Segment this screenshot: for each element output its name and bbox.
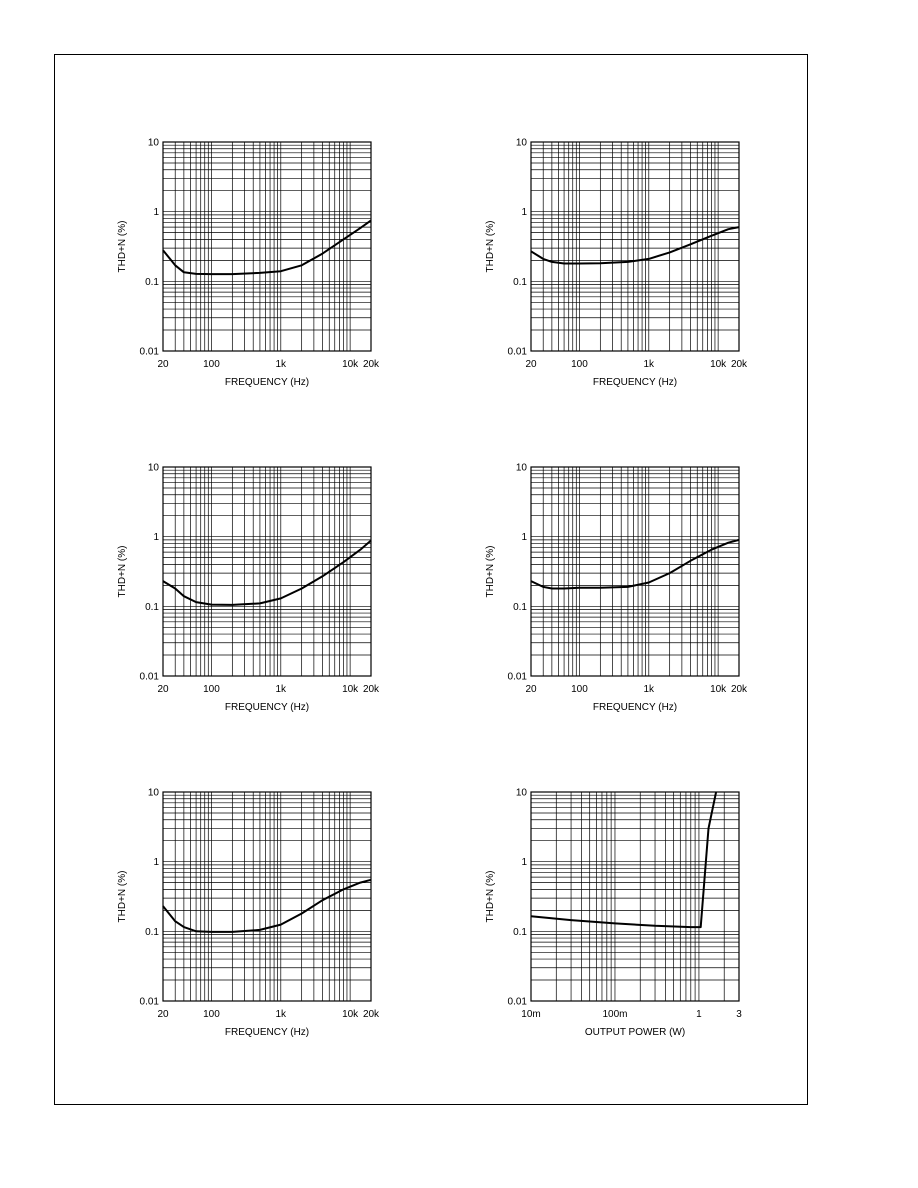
x-tick-label: 1k — [643, 684, 655, 695]
series-line — [163, 220, 371, 274]
x-tick-label: 10k — [342, 359, 359, 370]
x-tick-label: 20 — [525, 359, 537, 370]
x-tick-label: 1k — [275, 1009, 287, 1020]
x-tick-label: 1 — [696, 1009, 702, 1020]
y-tick-label: 0.1 — [145, 601, 159, 613]
series-line — [531, 792, 716, 927]
x-tick-label: 100 — [571, 359, 588, 370]
y-tick-label: 10 — [147, 137, 159, 149]
y-tick-label: 0.1 — [145, 276, 159, 288]
y-tick-label: 0.1 — [145, 926, 159, 938]
x-tick-label: 1k — [643, 359, 655, 370]
series-line — [163, 880, 371, 932]
x-tick-label: 100 — [203, 684, 220, 695]
plot-border — [163, 467, 371, 676]
x-axis-label: FREQUENCY (Hz) — [224, 377, 310, 388]
y-tick-label: 10 — [515, 137, 527, 149]
y-axis-label: THD+N (%) — [485, 220, 496, 273]
x-tick-label: 10k — [342, 684, 359, 695]
x-axis-label: FREQUENCY (Hz) — [224, 1027, 310, 1038]
x-tick-label: 20 — [157, 684, 169, 695]
y-tick-label: 1 — [521, 857, 527, 869]
y-tick-label: 0.1 — [513, 926, 527, 938]
x-axis-label: FREQUENCY (Hz) — [592, 377, 678, 388]
x-tick-label: 100 — [571, 684, 588, 695]
x-tick-label: 10k — [710, 359, 727, 370]
y-tick-label: 0.1 — [513, 601, 527, 613]
y-tick-label: 0.01 — [507, 346, 527, 358]
x-axis-label: FREQUENCY (Hz) — [224, 702, 310, 713]
y-tick-label: 0.01 — [507, 996, 527, 1008]
y-tick-label: 0.01 — [139, 671, 159, 683]
x-axis-label: FREQUENCY (Hz) — [592, 702, 678, 713]
x-tick-label: 10k — [342, 1009, 359, 1020]
x-tick-label: 20 — [525, 684, 537, 695]
y-tick-label: 10 — [147, 462, 159, 474]
x-tick-label: 10k — [710, 684, 727, 695]
thd-vs-frequency-chart-1 — [90, 120, 390, 390]
y-tick-label: 10 — [515, 787, 527, 799]
x-tick-label: 100 — [203, 359, 220, 370]
y-tick-label: 1 — [153, 207, 159, 219]
x-tick-label: 20k — [362, 684, 380, 695]
y-axis-label: THD+N (%) — [485, 545, 496, 598]
x-tick-label: 20 — [157, 359, 169, 370]
y-tick-label: 10 — [147, 787, 159, 799]
x-tick-label: 20k — [730, 359, 748, 370]
x-tick-label: 1k — [275, 684, 287, 695]
y-tick-label: 1 — [153, 857, 159, 869]
y-tick-label: 1 — [521, 207, 527, 219]
x-tick-label: 100m — [602, 1009, 628, 1020]
thd-vs-output-power-chart — [458, 770, 758, 1040]
plot-border — [531, 467, 739, 676]
y-tick-label: 10 — [515, 462, 527, 474]
plot-border — [531, 792, 739, 1001]
x-axis-label: OUTPUT POWER (W) — [584, 1027, 686, 1038]
y-axis-label: THD+N (%) — [117, 220, 128, 273]
x-tick-label: 20k — [362, 359, 380, 370]
x-tick-label: 100 — [203, 1009, 220, 1020]
y-tick-label: 0.1 — [513, 276, 527, 288]
y-tick-label: 0.01 — [139, 346, 159, 358]
x-tick-label: 1k — [275, 359, 287, 370]
x-tick-label: 3 — [736, 1009, 742, 1020]
x-tick-label: 10m — [521, 1009, 541, 1020]
thd-vs-frequency-chart-4 — [458, 445, 758, 715]
x-tick-label: 20k — [362, 1009, 380, 1020]
thd-vs-frequency-chart-2 — [458, 120, 758, 390]
series-line — [163, 541, 371, 605]
y-axis-label: THD+N (%) — [117, 545, 128, 598]
plot-border — [163, 142, 371, 351]
thd-vs-frequency-chart-5 — [90, 770, 390, 1040]
y-tick-label: 0.01 — [507, 671, 527, 683]
x-tick-label: 20 — [157, 1009, 169, 1020]
y-tick-label: 1 — [521, 532, 527, 544]
y-axis-label: THD+N (%) — [117, 870, 128, 923]
y-tick-label: 1 — [153, 532, 159, 544]
thd-vs-frequency-chart-3 — [90, 445, 390, 715]
y-axis-label: THD+N (%) — [485, 870, 496, 923]
plot-border — [531, 142, 739, 351]
plot-border — [163, 792, 371, 1001]
y-tick-label: 0.01 — [139, 996, 159, 1008]
x-tick-label: 20k — [730, 684, 748, 695]
